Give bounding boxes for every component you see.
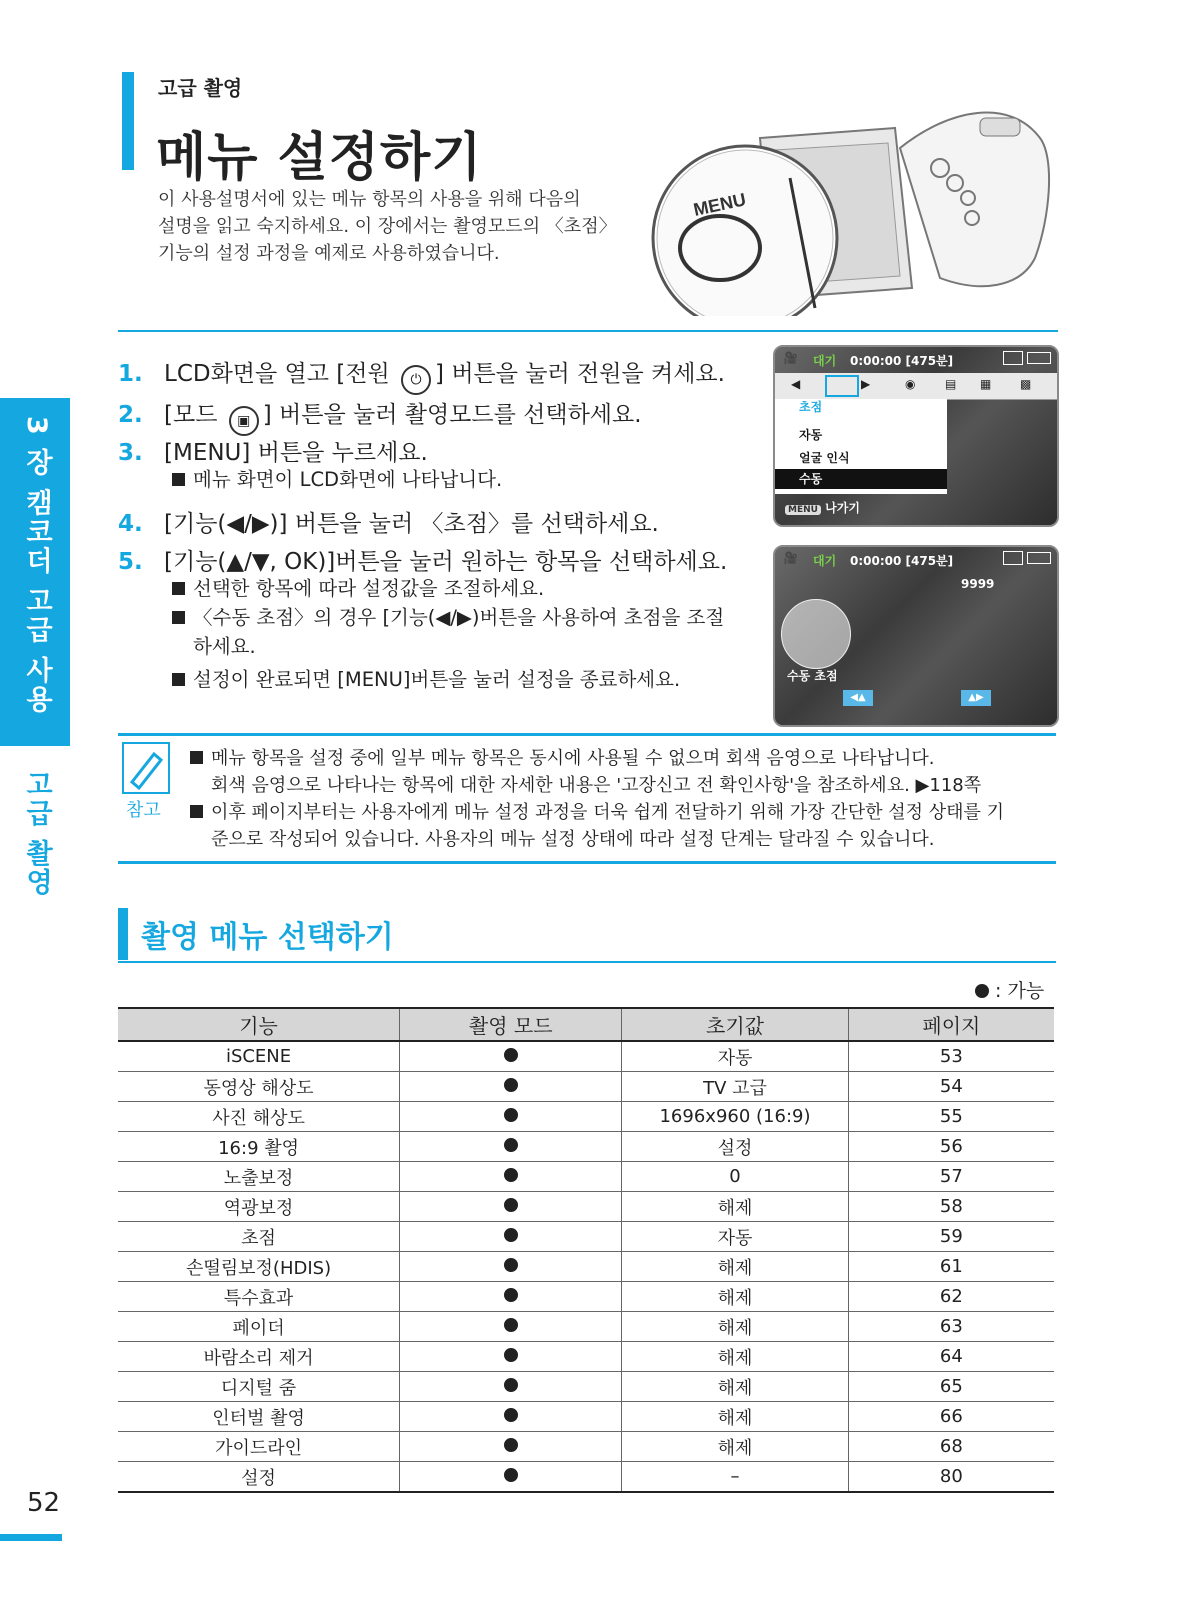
default-cell: 해제 bbox=[622, 1342, 848, 1372]
lcd-footer bbox=[785, 499, 860, 516]
column-header: 기능 bbox=[118, 1008, 400, 1041]
column-header: 촬영 모드 bbox=[400, 1008, 622, 1041]
table-row bbox=[118, 1102, 1054, 1132]
photo-count: 9999 bbox=[961, 577, 995, 591]
mode-cell bbox=[400, 1072, 622, 1102]
menu-prev-arrow-icon: ◀ bbox=[791, 377, 801, 391]
function-cell: iSCENE bbox=[118, 1041, 400, 1072]
available-dot-icon bbox=[504, 1228, 518, 1242]
step-text: ] 버튼을 눌러 전원을 켜세요. bbox=[435, 361, 725, 387]
mode-cell bbox=[400, 1312, 622, 1342]
table-row bbox=[118, 1402, 1054, 1432]
menu-icon: ▤ bbox=[945, 377, 957, 391]
legend bbox=[975, 976, 1044, 1003]
step-text: [기능(▲/▼, OK)]버튼을 눌러 원하는 항목을 선택하세요. bbox=[164, 549, 728, 575]
page-number-bar bbox=[0, 1534, 62, 1541]
subsection-title: 촬영 메뉴 선택하기 bbox=[141, 920, 394, 955]
page-cell: 80 bbox=[848, 1462, 1054, 1493]
mode-cell bbox=[400, 1402, 622, 1432]
step-number: 5. bbox=[118, 549, 143, 575]
note-label: 참고 bbox=[126, 800, 161, 821]
available-dot-icon bbox=[504, 1078, 518, 1092]
function-cell: 가이드라인 bbox=[118, 1432, 400, 1462]
note-text: 준으로 작성되어 있습니다. 사용자의 메뉴 설정 상태에 따라 설정 단계는 달라질 수 있습니다. bbox=[211, 829, 935, 850]
section-side-label: 고급 촬영 bbox=[21, 770, 52, 898]
default-cell: 자동 bbox=[622, 1041, 848, 1072]
page-cell: 57 bbox=[848, 1162, 1054, 1192]
mode-cell bbox=[400, 1162, 622, 1192]
note-text: 회색 음영으로 나타나는 항목에 대한 자세한 내용은 '고장신고 전 확인사항'을 참조하세요. ▶118쪽 bbox=[211, 775, 982, 796]
step-4 bbox=[118, 505, 659, 538]
page-cell: 54 bbox=[848, 1072, 1054, 1102]
function-cell: 디지털 줌 bbox=[118, 1372, 400, 1402]
table-header-row bbox=[118, 1008, 1054, 1041]
sub-text: 메뉴 화면이 LCD화면에 나타납니다. bbox=[193, 468, 503, 491]
step-1 bbox=[118, 355, 725, 395]
available-dot-icon bbox=[504, 1138, 518, 1152]
menu-icon: ▦ bbox=[980, 377, 992, 391]
mode-cell bbox=[400, 1041, 622, 1072]
mode-cell bbox=[400, 1342, 622, 1372]
menu-item-label: 수동 bbox=[799, 472, 823, 486]
menu-icon-bar bbox=[775, 373, 1057, 400]
card-icon bbox=[1003, 351, 1023, 365]
lcd-status-bar bbox=[775, 347, 1057, 373]
available-dot-icon bbox=[504, 1438, 518, 1452]
available-dot-icon bbox=[504, 1348, 518, 1362]
lcd-screen-manual-focus bbox=[773, 545, 1059, 727]
menu-key-icon: MENU bbox=[785, 505, 821, 515]
sub-text: 〈수동 초점〉의 경우 [기능(◀/▶)버튼을 사용하여 초점을 조절 bbox=[193, 606, 725, 629]
available-dot-icon bbox=[504, 1318, 518, 1332]
table-row bbox=[118, 1252, 1054, 1282]
step-text: LCD화면을 열고 [전원 bbox=[164, 361, 398, 387]
function-cell: 노출보정 bbox=[118, 1162, 400, 1192]
mode-cell bbox=[400, 1432, 622, 1462]
available-dot-icon bbox=[504, 1468, 518, 1482]
function-cell: 16:9 촬영 bbox=[118, 1132, 400, 1162]
page-cell: 59 bbox=[848, 1222, 1054, 1252]
default-cell: – bbox=[622, 1462, 848, 1493]
lcd-time: 0:00:00 [475분] bbox=[850, 554, 954, 568]
lcd-screen-menu bbox=[773, 345, 1059, 527]
step-2 bbox=[118, 396, 642, 436]
power-icon: ⏻ bbox=[401, 365, 431, 395]
function-cell: 바람소리 제거 bbox=[118, 1342, 400, 1372]
function-cell: 사진 해상도 bbox=[118, 1102, 400, 1132]
mode-cell bbox=[400, 1282, 622, 1312]
step-text: [모드 bbox=[164, 402, 225, 428]
manual-focus-label: 수동 초점 bbox=[787, 669, 838, 683]
sub-text: 선택한 항목에 따라 설정값을 조절하세요. bbox=[193, 577, 545, 600]
default-cell: 해제 bbox=[622, 1372, 848, 1402]
mode-cell bbox=[400, 1462, 622, 1493]
focus-far-button-icon[interactable]: ▲▶ bbox=[961, 690, 991, 706]
bullet-icon bbox=[172, 611, 185, 624]
table-row bbox=[118, 1312, 1054, 1342]
table-body bbox=[118, 1041, 1054, 1492]
lcd-status-bar bbox=[775, 547, 1057, 573]
default-cell: 1696x960 (16:9) bbox=[622, 1102, 848, 1132]
control-dial-icon bbox=[781, 599, 851, 669]
page-cell: 65 bbox=[848, 1372, 1054, 1402]
bullet-icon bbox=[172, 673, 185, 686]
page-cell: 53 bbox=[848, 1041, 1054, 1072]
card-icon bbox=[1003, 551, 1023, 565]
subsection-accent-bar bbox=[118, 908, 128, 960]
mode-cell bbox=[400, 1252, 622, 1282]
camcorder-illustration bbox=[650, 98, 1062, 316]
table-row bbox=[118, 1132, 1054, 1162]
intro-line: 기능의 설정 과정을 예제로 사용하였습니다. bbox=[158, 243, 500, 264]
page-cell: 63 bbox=[848, 1312, 1054, 1342]
chapter-label: 3 장 캠코더 고급 사용 bbox=[21, 416, 52, 715]
available-dot-icon bbox=[504, 1048, 518, 1062]
table-row bbox=[118, 1432, 1054, 1462]
column-header: 페이지 bbox=[848, 1008, 1054, 1041]
table-row bbox=[118, 1342, 1054, 1372]
default-cell: 0 bbox=[622, 1162, 848, 1192]
battery-icon bbox=[1027, 552, 1051, 564]
menu-next-arrow-icon: ▶ bbox=[861, 377, 871, 391]
camera-mode-icon: 🎥 bbox=[783, 351, 798, 365]
page-cell: 55 bbox=[848, 1102, 1054, 1132]
function-cell: 특수효과 bbox=[118, 1282, 400, 1312]
note-bottom-rule bbox=[118, 861, 1056, 864]
table-row bbox=[118, 1282, 1054, 1312]
available-dot-icon bbox=[504, 1408, 518, 1422]
page-cell: 56 bbox=[848, 1132, 1054, 1162]
step-text: [기능(◀/▶)] 버튼을 눌러 〈초점〉를 선택하세요. bbox=[164, 511, 659, 537]
mode-cell bbox=[400, 1192, 622, 1222]
available-dot-icon bbox=[975, 984, 989, 998]
default-cell: 해제 bbox=[622, 1192, 848, 1222]
default-cell: 자동 bbox=[622, 1222, 848, 1252]
battery-icon bbox=[1027, 352, 1051, 364]
camera-mode-icon: 🎥 bbox=[783, 551, 798, 565]
chapter-tab bbox=[0, 398, 70, 746]
lcd-time: 0:00:00 [475분] bbox=[850, 354, 954, 368]
mode-cell bbox=[400, 1222, 622, 1252]
function-cell: 페이더 bbox=[118, 1312, 400, 1342]
page-title: 메뉴 설정하기 bbox=[156, 128, 483, 188]
page-cell: 58 bbox=[848, 1192, 1054, 1222]
menu-icon: ◉ bbox=[905, 377, 916, 391]
default-cell: 해제 bbox=[622, 1402, 848, 1432]
menu-item-face[interactable]: 얼굴 인식 bbox=[799, 451, 850, 465]
table-row bbox=[118, 1462, 1054, 1493]
table-row bbox=[118, 1162, 1054, 1192]
pencil-icon bbox=[124, 744, 168, 792]
legend-text: : 가능 bbox=[995, 980, 1045, 1002]
table-row bbox=[118, 1372, 1054, 1402]
exit-label: 나가기 bbox=[825, 501, 860, 515]
step-number: 4. bbox=[118, 511, 143, 537]
table-row bbox=[118, 1041, 1054, 1072]
intro-text bbox=[158, 186, 628, 267]
step-number: 2. bbox=[118, 402, 143, 428]
step-3 bbox=[118, 434, 428, 467]
focus-menu bbox=[775, 399, 947, 494]
focus-menu-icon bbox=[825, 375, 859, 397]
default-cell: 해제 bbox=[622, 1282, 848, 1312]
available-dot-icon bbox=[504, 1108, 518, 1122]
function-cell: 손떨림보정(HDIS) bbox=[118, 1252, 400, 1282]
table-row bbox=[118, 1072, 1054, 1102]
bullet-icon bbox=[190, 805, 203, 818]
column-header: 초기값 bbox=[622, 1008, 848, 1041]
step-number: 3. bbox=[118, 440, 143, 466]
step-3-sub bbox=[172, 465, 502, 494]
bullet-icon bbox=[172, 582, 185, 595]
available-dot-icon bbox=[504, 1288, 518, 1302]
available-dot-icon bbox=[504, 1198, 518, 1212]
available-dot-icon bbox=[504, 1258, 518, 1272]
default-cell: 설정 bbox=[622, 1132, 848, 1162]
bullet-icon bbox=[190, 751, 203, 764]
step-number: 1. bbox=[118, 361, 143, 387]
default-cell: 해제 bbox=[622, 1312, 848, 1342]
shooting-menu-table bbox=[118, 1007, 1054, 1493]
mode-icon: ▣ bbox=[229, 406, 259, 436]
page-number: 52 bbox=[27, 1488, 61, 1518]
default-cell: TV 고급 bbox=[622, 1072, 848, 1102]
available-dot-icon bbox=[504, 1168, 518, 1182]
bullet-icon bbox=[172, 473, 185, 486]
lcd-status: 대기 bbox=[813, 554, 837, 568]
mode-cell bbox=[400, 1132, 622, 1162]
page-cell: 61 bbox=[848, 1252, 1054, 1282]
step-text: [MENU] 버튼을 누르세요. bbox=[164, 440, 428, 466]
function-cell: 인터벌 촬영 bbox=[118, 1402, 400, 1432]
step-5 bbox=[118, 543, 727, 576]
step-5-subs bbox=[172, 574, 762, 694]
note-text: 이후 페이지부터는 사용자에게 메뉴 설정 과정을 더욱 쉽게 전달하기 위해 가장 간단한 설정 상태를 기 bbox=[211, 802, 1005, 823]
function-cell: 설정 bbox=[118, 1462, 400, 1493]
menu-item-manual[interactable] bbox=[775, 469, 947, 489]
intro-line: 이 사용설명서에 있는 메뉴 항목의 사용을 위해 다음의 bbox=[158, 189, 581, 210]
page-cell: 68 bbox=[848, 1432, 1054, 1462]
mode-cell bbox=[400, 1102, 622, 1132]
page-cell: 62 bbox=[848, 1282, 1054, 1312]
table-row bbox=[118, 1222, 1054, 1252]
default-cell: 해제 bbox=[622, 1432, 848, 1462]
focus-near-button-icon[interactable]: ◀▲ bbox=[843, 690, 873, 706]
sub-text: 설정이 완료되면 [MENU]버튼을 눌러 설정을 종료하세요. bbox=[193, 668, 681, 691]
page-cell: 66 bbox=[848, 1402, 1054, 1432]
note-icon bbox=[122, 742, 170, 794]
function-cell: 초점 bbox=[118, 1222, 400, 1252]
function-cell: 역광보정 bbox=[118, 1192, 400, 1222]
section-label: 고급 촬영 bbox=[158, 76, 243, 100]
camera-menu-label: MENU bbox=[691, 189, 748, 220]
default-cell: 해제 bbox=[622, 1252, 848, 1282]
menu-title: 초점 bbox=[799, 400, 823, 414]
subsection-rule bbox=[118, 961, 1056, 963]
note-text: 메뉴 항목을 설정 중에 일부 메뉴 항목은 동시에 사용될 수 없으며 회색 음영으로 나타납니다. bbox=[211, 748, 935, 769]
sub-text: 하세요. bbox=[193, 635, 256, 658]
table-row bbox=[118, 1192, 1054, 1222]
menu-item-auto[interactable]: 자동 bbox=[799, 428, 823, 442]
note-content bbox=[190, 745, 1056, 853]
note-top-rule bbox=[118, 733, 1056, 736]
title-accent-bar bbox=[122, 72, 134, 170]
mode-cell bbox=[400, 1372, 622, 1402]
function-cell: 동영상 해상도 bbox=[118, 1072, 400, 1102]
menu-icon: ▩ bbox=[1020, 377, 1032, 391]
step-text: ] 버튼을 눌러 촬영모드를 선택하세요. bbox=[262, 402, 642, 428]
section-divider bbox=[118, 330, 1058, 332]
lcd-status: 대기 bbox=[813, 354, 837, 368]
intro-line: 설명을 읽고 숙지하세요. 이 장에서는 촬영모드의 〈초점〉 bbox=[158, 216, 617, 237]
available-dot-icon bbox=[504, 1378, 518, 1392]
page-cell: 64 bbox=[848, 1342, 1054, 1372]
